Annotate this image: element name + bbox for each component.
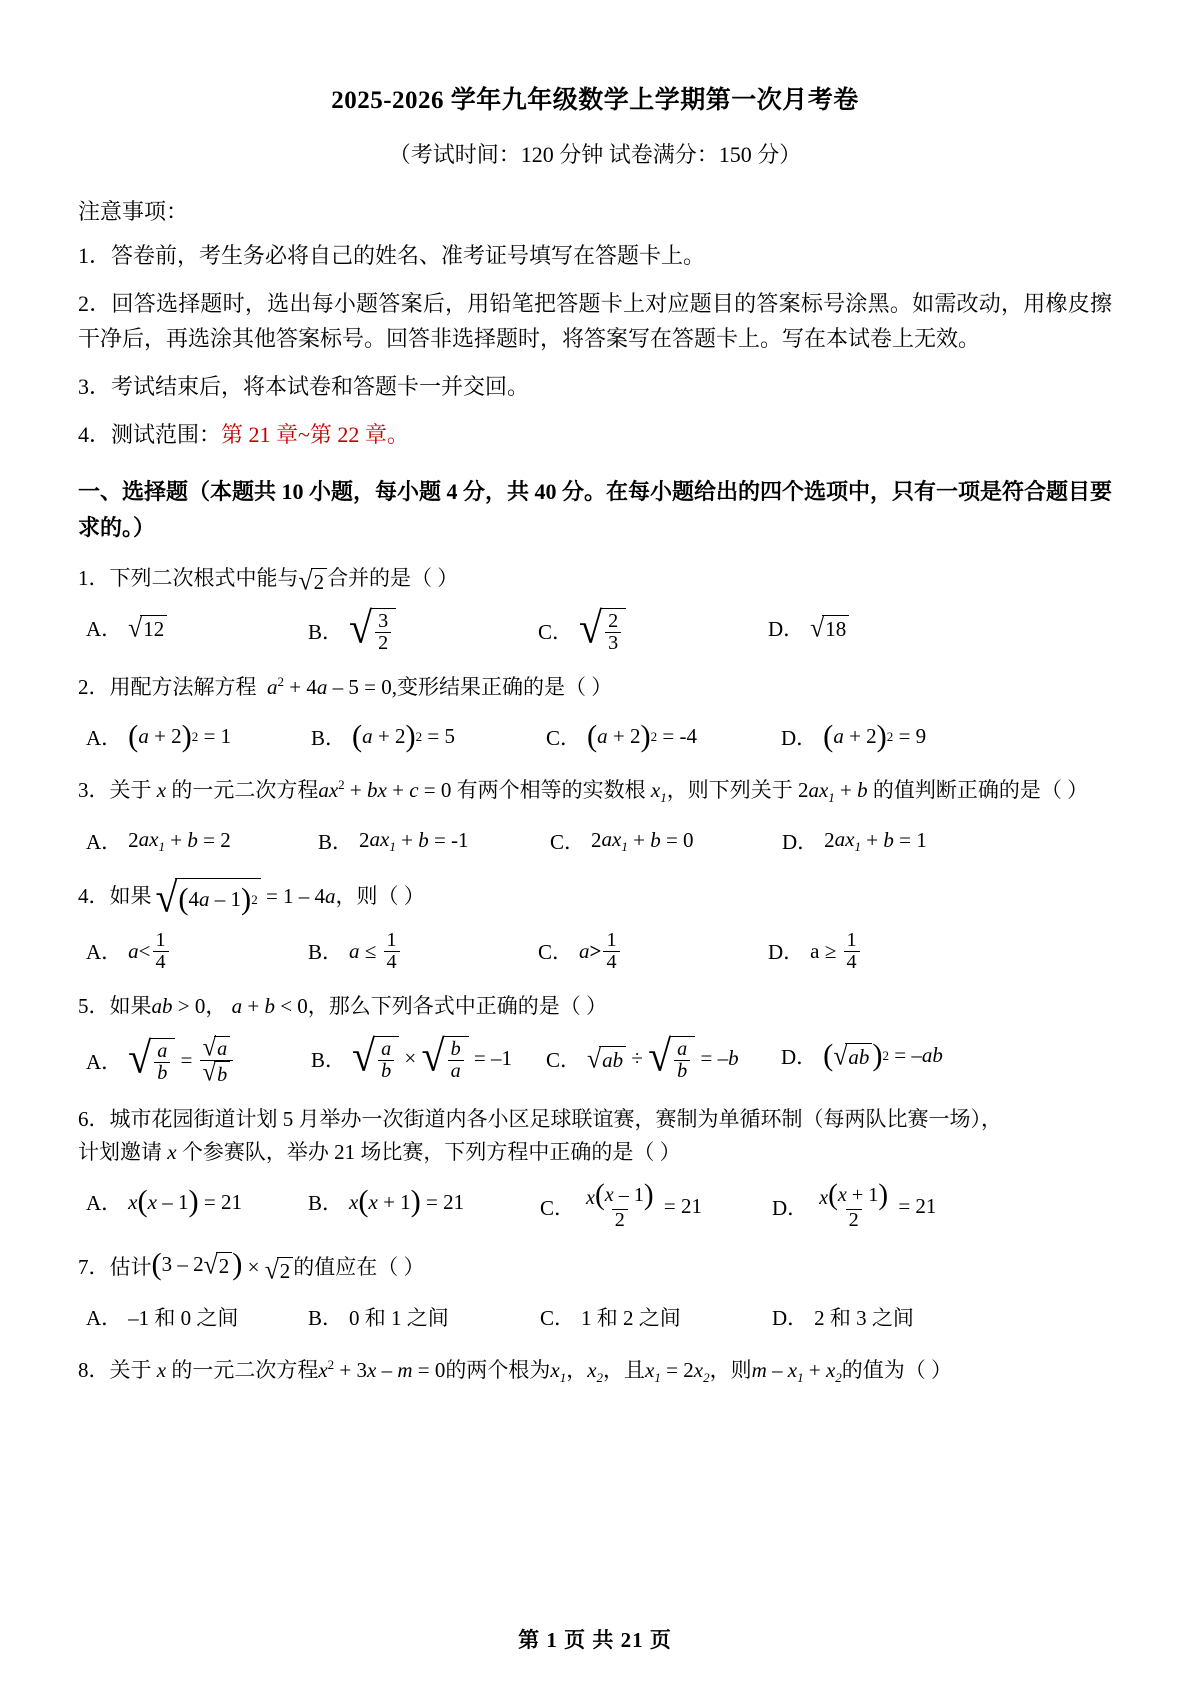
question-2-options: [78, 717, 1112, 757]
question-2-stem: 用配方法解方程: [109, 675, 257, 700]
option-7-A[interactable]: A． –1 和 0 之间: [86, 1306, 239, 1331]
option-3-A[interactable]: A． 2 $ax_1$ + b = 2: [86, 826, 231, 854]
notice-item-2: 2．回答选择题时，选出每小题答案后，用铅笔把答题卡上对应题目的答案标号涂黑。如需改动，用橡皮擦干净后，再选涂其他答案标号。回答非选择题时，将答案写在答题卡上。写在本试卷上无效。: [78, 290, 1112, 352]
question-7-options: [78, 1297, 1112, 1337]
question-2: 2．用配方法解方程 $a^2 + 4a - 5 = 0$,变形结果正确的是（ ）: [78, 674, 613, 700]
question-1-number: 1．: [78, 566, 110, 591]
option-5-B[interactable]: B． √ $\frac{a}{b}$ × √ $\frac{b}{a}$ = –1: [311, 1032, 512, 1082]
option-1-A[interactable]: A． √ 12: [78, 608, 308, 648]
option-4-D[interactable]: D． a ≥ $\frac{1}{4}$: [768, 930, 998, 973]
question-6-options: [78, 1179, 1112, 1232]
notice-item-4: [78, 417, 1112, 453]
option-6-B[interactable]: B． x ( x + 1 ) = 21: [308, 1184, 465, 1219]
notice-item-3: 3．考试结束后，将本试卷和答题卡一并交回。: [78, 373, 530, 399]
question-1-stem-after: 合并的是（ ）: [327, 566, 459, 591]
option-2-B[interactable]: B． ( a + 2 ) 2 = 5: [311, 719, 455, 754]
question-5-number: 5．: [78, 994, 110, 1019]
question-1-options: [78, 604, 1112, 655]
option-4-C[interactable]: C． a > $\frac{1}{4}$: [538, 930, 768, 973]
question-6: 6．城市花园街道计划 5 月举办一次街道内各小区足球联谊赛，赛制为单循环制（每两队比赛一场）， 计划邀请 x 个参赛队，举办 21 场比赛，下列方程中正确的是（ ）: [78, 1106, 1002, 1165]
section-heading-choice: 一、选择题（本题共 10 小题，每小题 4 分，共 40 分。在每小题给出的四个选项中，只有一项是符合题目要求的。）: [78, 479, 1113, 540]
option-5-D[interactable]: D． ( √ ab ) 2 = – ab: [781, 1037, 943, 1072]
math-sqrt2: √ 2: [299, 568, 328, 594]
option-6-A[interactable]: A． x ( x – 1 ) = 21: [86, 1184, 242, 1219]
option-6-C[interactable]: C． x ( x – 1 ) 2 = 21: [540, 1179, 702, 1232]
option-5-A[interactable]: A． √ $\frac{a}{b}$ = √ a √ b: [78, 1036, 311, 1086]
page-title: 2025-2026 学年九年级数学上学期第一次月考卷: [331, 87, 859, 114]
notice-heading: 注意事项：: [78, 199, 189, 224]
option-4-A[interactable]: A． a < $\frac{1}{4}$: [78, 930, 308, 973]
question-5: 5．如果ab > 0， a + b < 0，那么下列各式中正确的是（ ）: [78, 994, 608, 1019]
page-footer: 第 1 页 共 21 页: [518, 1628, 672, 1652]
notice-item-4-range: 第 21 章~第 22 章。: [221, 421, 409, 447]
question-3-number: 3．: [78, 777, 110, 802]
notice-item-1: 1．答卷前，考生务必将自己的姓名、准考证号填写在答题卡上。: [78, 243, 706, 268]
option-4-B[interactable]: B． a ≤ $\frac{1}{4}$: [308, 930, 538, 973]
option-3-C[interactable]: C． 2 $ax_1$ + b = 0: [550, 826, 694, 854]
question-5-options: [78, 1032, 1112, 1087]
option-1-C[interactable]: C． √ $\frac{2}{3}$: [538, 608, 768, 654]
question-7-number: 7．: [78, 1255, 110, 1280]
option-7-B[interactable]: B． 0 和 1 之间: [308, 1306, 449, 1331]
option-3-B[interactable]: B． 2 $ax_1$ + b = -1: [318, 826, 469, 854]
option-7-D[interactable]: D． 2 和 3 之间: [772, 1306, 914, 1331]
question-4-number: 4．: [78, 883, 110, 908]
notice-item-4-prefix: 4．测试范围：: [78, 421, 222, 447]
question-8: 8．关于 x 的一元二次方程$x^2 + 3x - m = 0$的两个根为$x_1$，$x_2$，且$x_1 = 2x_2$，则$m - x_1 + x_2$的值为（ ）: [78, 1357, 953, 1386]
question-2-number: 2．: [78, 675, 110, 700]
question-7: 7．估计 ( 3 – 2 √ 2 ) × √ 2 的值应在（ ）: [78, 1247, 425, 1285]
option-1-B[interactable]: B． √ $\frac{3}{2}$: [308, 608, 538, 654]
option-6-D[interactable]: D． x ( x + 1 ) 2 = 21: [772, 1179, 937, 1232]
question-1-stem-before: 下列二次根式中能与: [109, 566, 299, 591]
question-1: [78, 562, 1112, 596]
exam-subtitle: （考试时间：120 分钟 试卷满分：150 分）: [388, 142, 802, 167]
question-4: 4．如果 √ ( 4 a – 1 ) 2 = 1 – 4a，则（ ）: [78, 873, 425, 921]
question-3-options: [78, 821, 1112, 861]
question-4-options: [78, 930, 1112, 973]
option-1-D[interactable]: D． √ 18: [768, 608, 998, 648]
question-2-stem-tail: 变形结果正确的是（ ）: [396, 675, 613, 700]
option-3-D[interactable]: D． 2 $ax_1$ + b = 1: [782, 826, 927, 854]
question-3: 3．关于 x 的一元二次方程$ax^2$ + bx + c = 0 有两个相等的实数根 $x_1$，则下列关于 $2ax_1 + b$ 的值判断正确的是（ ）: [78, 776, 1089, 806]
option-5-C[interactable]: C． √ ab ÷ √ $\frac{a}{b}$ = – b: [546, 1032, 739, 1082]
option-2-A[interactable]: A． ( a + 2 ) 2 = 1: [86, 719, 232, 754]
question-8-number: 8．: [78, 1358, 110, 1383]
option-2-D[interactable]: D． ( a + 2 ) 2 = 9: [781, 719, 927, 754]
option-7-C[interactable]: C． 1 和 2 之间: [540, 1306, 681, 1331]
question-6-number: 6．: [78, 1106, 110, 1131]
option-2-C[interactable]: C． ( a + 2 ) 2 = -4: [546, 719, 697, 754]
